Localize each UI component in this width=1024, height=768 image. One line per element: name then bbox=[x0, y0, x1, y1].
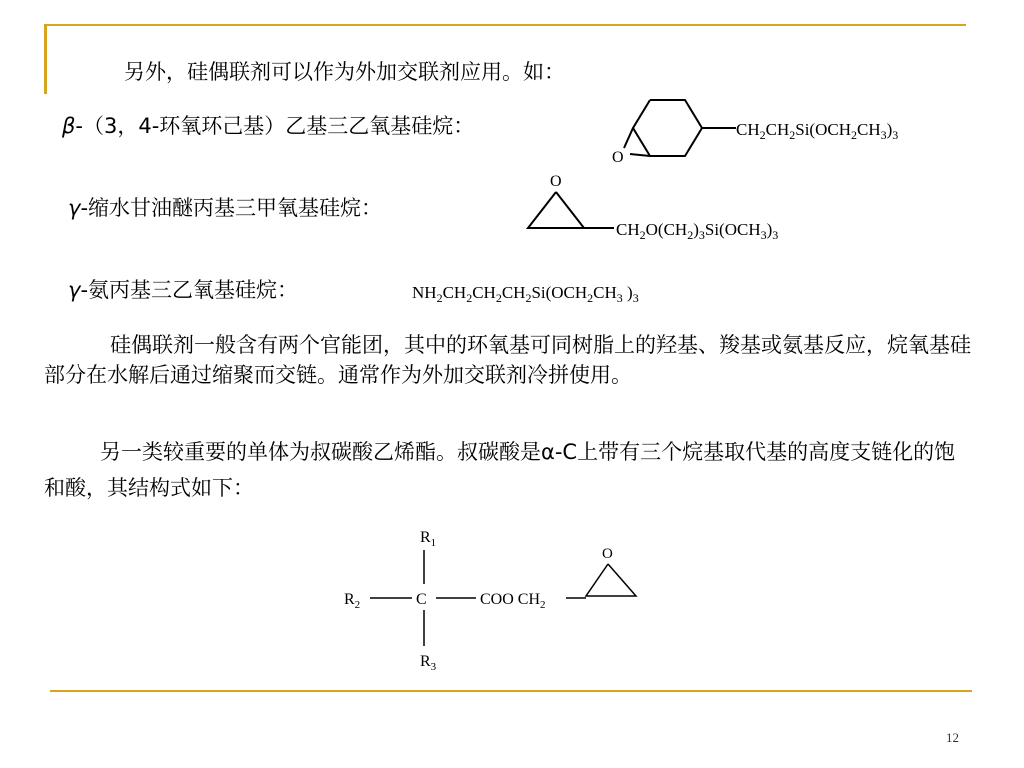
r2-label: $R_2$ bbox=[344, 591, 361, 611]
epoxide-ring-2 bbox=[586, 564, 636, 596]
paragraph-1: 硅偶联剂一般含有两个官能团，其中的环氧基可同树脂上的羟基、羧基或氨基反应，烷氧基硅部分在水解后通过缩聚而交链。通常作为外加交联剂冷拼使用。 bbox=[44, 333, 971, 387]
left-rule bbox=[44, 24, 47, 94]
compound1-label bbox=[62, 116, 474, 137]
compound2-label bbox=[68, 198, 382, 219]
compound2-structure bbox=[520, 168, 880, 248]
compound2-name: -缩水甘油醚丙基三甲氧基硅烷： bbox=[80, 196, 383, 220]
epoxide-bond-1 bbox=[624, 128, 633, 148]
compound3-formula-svg bbox=[412, 278, 792, 308]
compound1-structure bbox=[600, 90, 1000, 170]
compound1-formula: $CH_2CH_2Si(OCH_2CH_3)_3$ bbox=[736, 120, 899, 142]
paragraph-2: 另一类较重要的单体为叔碳酸乙烯酯。叔碳酸是α-C上带有三个烷基取代基的高度支链化的饱和酸，其结构式如下： bbox=[44, 440, 956, 500]
intro-text: 另外，硅偶联剂可以作为外加交联剂应用。如： bbox=[124, 60, 565, 84]
page-number: 12 bbox=[946, 730, 959, 745]
compound3-label bbox=[68, 280, 298, 301]
ring-o-label: O bbox=[602, 546, 613, 562]
ester-group: COO $CH_2$ bbox=[480, 591, 546, 611]
compound2-greek: γ bbox=[68, 196, 81, 220]
compound2-formula: $CH_2O(CH_2)_3Si(OCH_3)_3$ bbox=[616, 220, 779, 242]
compound3-formula: $NH_2CH_2CH_2CH_2Si(OCH_2CH_3$ )$_3$ bbox=[412, 283, 639, 305]
epoxide-ring bbox=[528, 192, 584, 228]
compound2-ring-o: O bbox=[550, 173, 562, 190]
epoxide-bond-2 bbox=[630, 154, 650, 156]
compound1-greek: β bbox=[62, 114, 76, 138]
r1-label: $R_1$ bbox=[420, 529, 437, 549]
top-rule bbox=[46, 24, 966, 26]
bottom-rule bbox=[50, 690, 972, 692]
compound3-name: -氨丙基三乙氧基硅烷： bbox=[80, 278, 299, 302]
compound1-ring-o: O bbox=[612, 149, 624, 166]
cyclohexane-ring bbox=[633, 100, 702, 156]
central-carbon: C bbox=[416, 591, 427, 608]
compound3-greek: γ bbox=[68, 278, 81, 302]
r3-label: $R_3$ bbox=[420, 653, 437, 673]
compound1-name: -（3，4-环氧环己基）乙基三乙氧基硅烷： bbox=[75, 114, 475, 138]
versatic-structure bbox=[340, 522, 660, 682]
